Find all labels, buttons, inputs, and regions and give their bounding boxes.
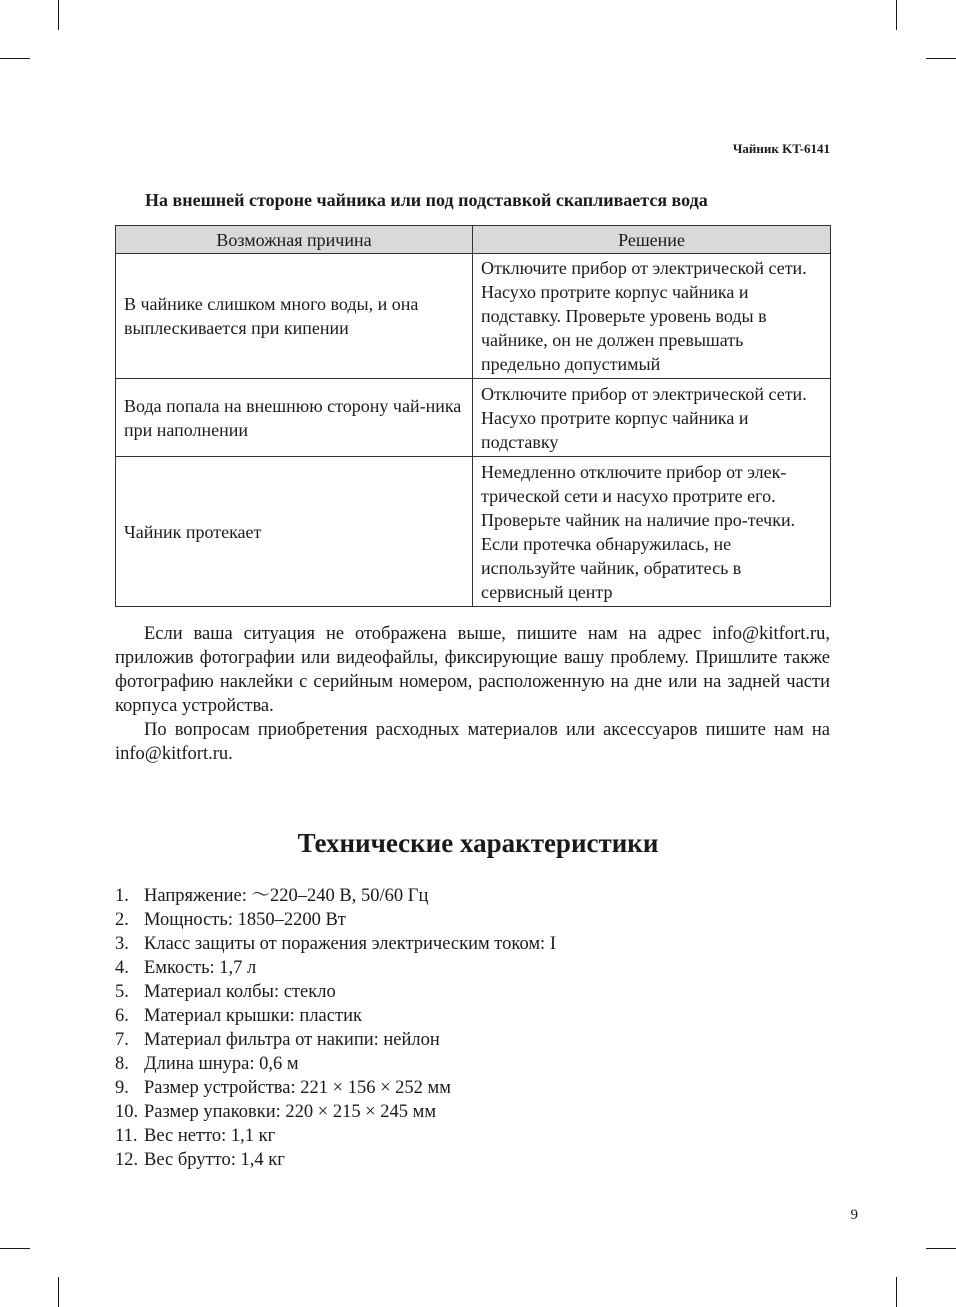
- item-number: 1.: [115, 886, 129, 906]
- table-header-row: [116, 226, 831, 254]
- table-row: [116, 379, 831, 457]
- running-header: Чайник KT-6141: [732, 141, 830, 156]
- crop-mark: [0, 58, 30, 59]
- crop-mark: [58, 1277, 59, 1307]
- list-item: [115, 1124, 830, 1148]
- item-text: Материал фильтра от накипи: нейлон: [144, 1030, 440, 1050]
- list-item: [115, 1004, 830, 1028]
- item-number: 3.: [115, 934, 129, 954]
- item-text: Материал крышки: пластик: [144, 1006, 362, 1026]
- item-number: 11.: [115, 1126, 138, 1146]
- list-item: [115, 1148, 830, 1172]
- crop-mark: [896, 0, 897, 30]
- list-item: [115, 1076, 830, 1100]
- solution-cell: Отключите прибор от электрической сети. Насухо протрите корпус чайника и подставку. Проверьте уровень воды в чайнике, он не должен превышать предельно допустимый: [473, 254, 831, 379]
- item-number: 7.: [115, 1030, 129, 1050]
- item-number: 4.: [115, 958, 129, 978]
- item-text: Материал колбы: стекло: [144, 982, 336, 1002]
- item-number: 9.: [115, 1078, 129, 1098]
- crop-mark: [58, 0, 59, 30]
- list-item: [115, 1100, 830, 1124]
- specs-list: [115, 884, 830, 1172]
- solution-cell: Отключите прибор от электрической сети. Насухо протрите корпус чайника и подставку: [473, 379, 831, 457]
- crop-mark: [0, 1248, 30, 1249]
- item-text: Емкость: 1,7 л: [144, 958, 257, 978]
- item-text: Длина шнура: 0,6 м: [144, 1054, 299, 1074]
- item-text: Напряжение: ～220–240 В, 50/60 Гц: [144, 886, 429, 906]
- cause-cell: Чайник протекает: [116, 457, 473, 607]
- troubleshooting-table: [115, 225, 831, 607]
- list-item: [115, 1052, 830, 1076]
- item-text: Размер упаковки: 220 × 215 × 245 мм: [144, 1102, 437, 1122]
- crop-mark: [926, 58, 956, 59]
- page-number: 9: [850, 1207, 858, 1223]
- crop-mark: [926, 1248, 956, 1249]
- item-text: Мощность: 1850–2200 Вт: [144, 910, 346, 930]
- item-number: 10.: [115, 1102, 139, 1122]
- table-row: [116, 457, 831, 607]
- cause-cell: Вода попала на внешнюю сторону чай-ника при наполнении: [116, 379, 473, 457]
- contact-paragraph-text: Если ваша ситуация не отображена выше, пишите нам на адрес info@kitfort.ru, приложив фотографии или видеофайлы, фиксирующие вашу проблему. Пришлите также фотографию наклейки с серийным номером, расположенную на дне или на задней части корпуса устройства.: [115, 624, 830, 716]
- list-item: [115, 908, 830, 932]
- list-item: [115, 884, 830, 908]
- item-number: 12.: [115, 1150, 139, 1170]
- solution-cell: Немедленно отключите прибор от элек-трической сети и насухо протрите его. Проверьте чайник на наличие про-течки. Если протечка обнаружилась, не используйте чайник, обратитесь в сервисный центр: [473, 457, 831, 607]
- list-item: [115, 1028, 830, 1052]
- item-text: Класс защиты от поражения электрическим током: I: [144, 934, 556, 954]
- contact-paragraph: [115, 622, 830, 718]
- cause-cell: В чайнике слишком много воды, и она выплескивается при кипении: [116, 254, 473, 379]
- item-number: 2.: [115, 910, 129, 930]
- column-header-solution: Решение: [473, 226, 831, 254]
- troubleshooting-heading: На внешней стороне чайника или под подставкой скапливается вода: [145, 190, 708, 210]
- item-number: 6.: [115, 1006, 129, 1026]
- accessories-paragraph-text: По вопросам приобретения расходных материалов или аксессуаров пишите нам на info@kitfort.ru.: [115, 720, 830, 764]
- specs-title: Технические характеристики: [297, 828, 659, 858]
- item-number: 5.: [115, 982, 129, 1002]
- list-item: [115, 980, 830, 1004]
- item-number: 8.: [115, 1054, 129, 1074]
- list-item: [115, 932, 830, 956]
- item-text: Вес нетто: 1,1 кг: [144, 1126, 276, 1146]
- item-text: Вес брутто: 1,4 кг: [144, 1150, 285, 1170]
- table-row: [116, 254, 831, 379]
- accessories-paragraph: [115, 718, 830, 766]
- list-item: [115, 956, 830, 980]
- column-header-cause: Возможная причина: [116, 226, 473, 254]
- item-text: Размер устройства: 221 × 156 × 252 мм: [144, 1078, 451, 1098]
- crop-mark: [896, 1277, 897, 1307]
